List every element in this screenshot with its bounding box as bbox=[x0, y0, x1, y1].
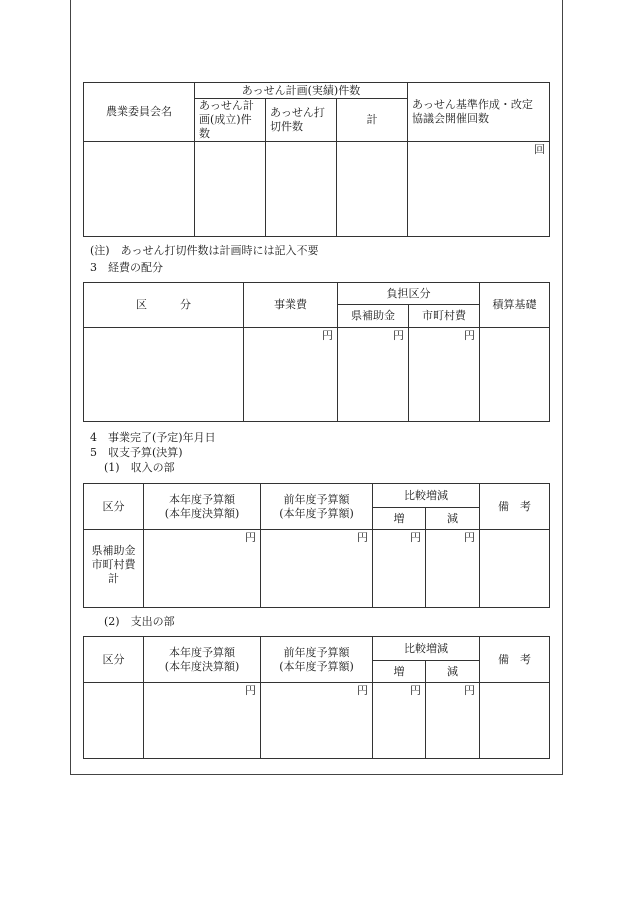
header-comparison: 比較増減 bbox=[373, 637, 480, 661]
section-3-heading: 3 経費の配分 bbox=[90, 261, 163, 274]
cell-expense-category[interactable] bbox=[84, 683, 144, 759]
header-calculation-basis: 積算基礎 bbox=[480, 283, 550, 328]
cell-prefecture-subsidy[interactable]: 円 bbox=[338, 328, 409, 422]
cell-previous-budget[interactable]: 円 bbox=[261, 530, 373, 608]
cell-current-budget[interactable]: 円 bbox=[144, 530, 261, 608]
cell-category[interactable] bbox=[84, 328, 244, 422]
header-previous-budget: 前年度予算額 (本年度予算額) bbox=[261, 484, 373, 530]
header-current-budget: 本年度予算額 (本年度決算額) bbox=[144, 484, 261, 530]
header-current-budget: 本年度予算額 (本年度決算額) bbox=[144, 637, 261, 683]
header-increase: 増 bbox=[373, 661, 426, 683]
cell-decrease[interactable]: 円 bbox=[426, 683, 480, 759]
header-terminated-count: あっせん打 切件数 bbox=[266, 99, 337, 142]
header-prefecture-subsidy: 県補助金 bbox=[338, 305, 409, 328]
header-municipal-cost: 市町村費 bbox=[409, 305, 480, 328]
row-total: 計 bbox=[108, 572, 119, 585]
cell-calculation-basis[interactable] bbox=[480, 328, 550, 422]
header-established-count: あっせん計 画(成立)件 数 bbox=[195, 99, 266, 142]
cell-increase[interactable]: 円 bbox=[373, 530, 426, 608]
header-category: 区分 bbox=[84, 484, 144, 530]
header-mediation-plan-count: あっせん計画(実績)件数 bbox=[195, 83, 408, 99]
cell-committee-name[interactable] bbox=[84, 142, 195, 237]
header-previous-budget: 前年度予算額 (本年度予算額) bbox=[261, 637, 373, 683]
section-4-heading: 4 事業完了(予定)年月日 bbox=[90, 431, 216, 444]
cell-previous-budget[interactable]: 円 bbox=[261, 683, 373, 759]
expense-allocation-table bbox=[83, 282, 550, 422]
header-total: 計 bbox=[337, 99, 408, 142]
row-prefecture-subsidy: 県補助金 bbox=[91, 544, 136, 557]
cell-terminated-count[interactable] bbox=[266, 142, 337, 237]
cell-income-categories bbox=[84, 530, 144, 608]
income-budget-table bbox=[83, 483, 550, 608]
header-council-meetings: あっせん基準作成・改定 協議会開催回数 bbox=[408, 83, 550, 142]
expense-budget-table bbox=[83, 636, 550, 759]
header-project-cost: 事業費 bbox=[244, 283, 338, 328]
section-5-heading: 5 収支予算(決算) bbox=[90, 446, 183, 459]
header-decrease: 減 bbox=[426, 508, 480, 530]
cell-decrease[interactable]: 円 bbox=[426, 530, 480, 608]
header-burden-category: 負担区分 bbox=[338, 283, 480, 305]
cell-increase[interactable]: 円 bbox=[373, 683, 426, 759]
cell-current-budget[interactable]: 円 bbox=[144, 683, 261, 759]
mediation-count-table bbox=[83, 82, 550, 237]
cell-remarks[interactable] bbox=[480, 683, 550, 759]
cell-project-cost[interactable]: 円 bbox=[244, 328, 338, 422]
cell-municipal-cost[interactable]: 円 bbox=[409, 328, 480, 422]
header-remarks: 備 考 bbox=[480, 637, 550, 683]
header-committee-name: 農業委員会名 bbox=[84, 83, 195, 142]
row-municipal-cost: 市町村費 bbox=[91, 558, 136, 571]
header-decrease: 減 bbox=[426, 661, 480, 683]
cell-total[interactable] bbox=[337, 142, 408, 237]
header-remarks: 備 考 bbox=[480, 484, 550, 530]
cell-council-meetings[interactable]: 回 bbox=[408, 142, 550, 237]
income-subheading: (1) 収入の部 bbox=[104, 461, 175, 474]
header-increase: 増 bbox=[373, 508, 426, 530]
expense-subheading: (2) 支出の部 bbox=[104, 615, 175, 628]
cell-remarks[interactable] bbox=[480, 530, 550, 608]
note-text: (注) あっせん打切件数は計画時には記入不要 bbox=[90, 244, 319, 257]
header-category: 区分 bbox=[84, 637, 144, 683]
header-category: 区 分 bbox=[84, 283, 244, 328]
header-comparison: 比較増減 bbox=[373, 484, 480, 508]
cell-established-count[interactable] bbox=[195, 142, 266, 237]
